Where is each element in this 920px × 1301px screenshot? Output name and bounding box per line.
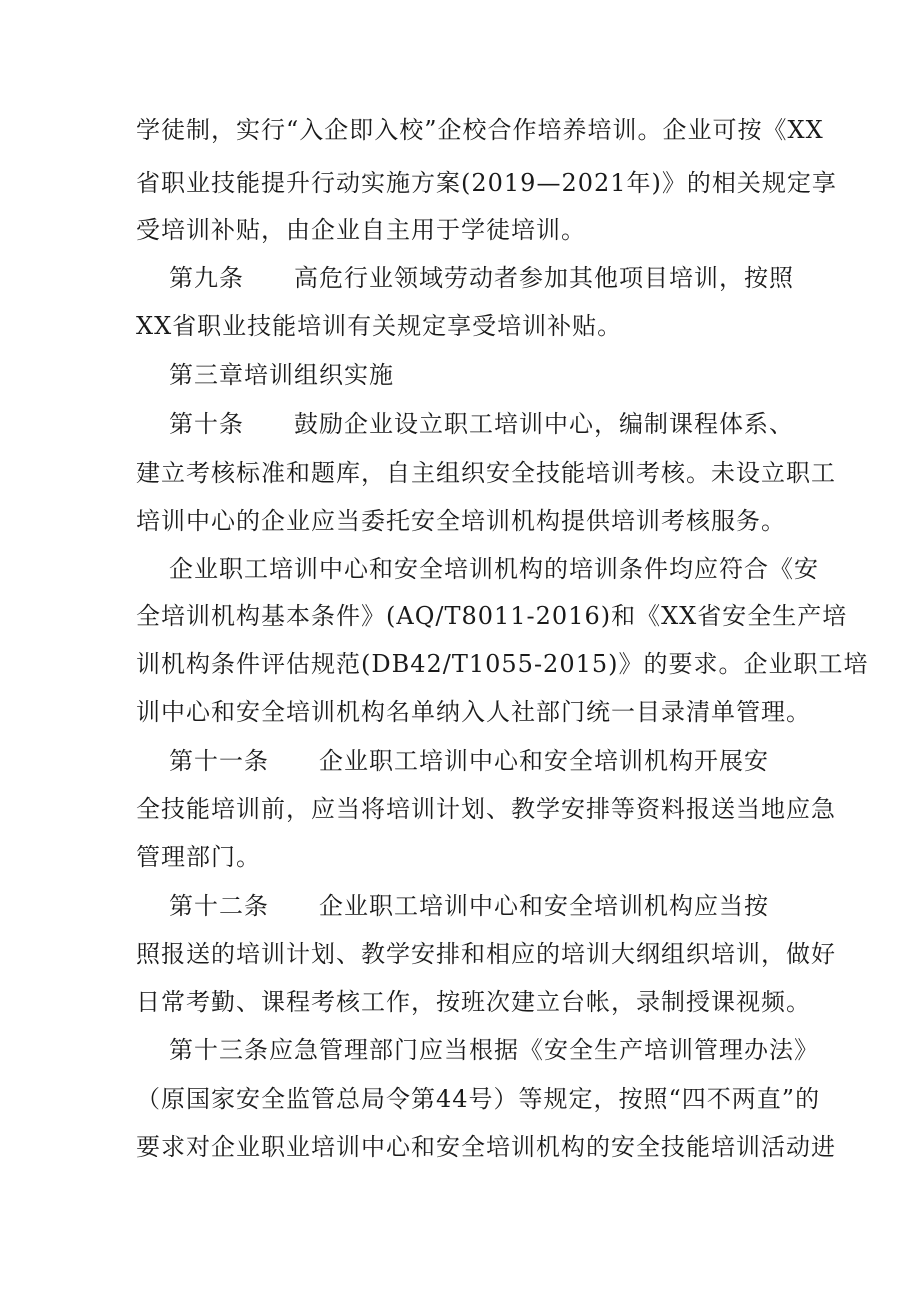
text-line: 训机构条件评估规范(DB42/T1055-2015)》的要求。企业职工培: [136, 650, 869, 678]
text-line: 培训中心的企业应当委托安全培训机构提供培训考核服务。: [136, 507, 786, 535]
text-line: 第十三条应急管理部门应当根据《安全生产培训管理办法》: [169, 1036, 819, 1064]
text-line: 建立考核标准和题库，自主组织安全技能培训考核。未设立职工: [136, 459, 836, 487]
text-line: 要求对企业职业培训中心和安全培训机构的安全技能培训活动进: [136, 1133, 836, 1161]
text-line: 全技能培训前，应当将培训计划、教学安排等资料报送当地应急: [136, 795, 836, 823]
text-line: 全培训机构基本条件》(AQ/T8011-2016)和《XX省安全生产培: [136, 602, 848, 630]
text-line: 管理部门。: [136, 843, 261, 871]
chapter-heading: 第三章培训组织实施: [169, 361, 394, 389]
text-line: 第十一条 企业职工培训中心和安全培训机构开展安: [169, 747, 769, 775]
text-line: 第九条 高危行业领域劳动者参加其他项目培训，按照: [169, 264, 794, 292]
text-line: 日常考勤、课程考核工作，按班次建立台帐，录制授课视频。: [136, 988, 811, 1016]
text-line: XX省职业技能培训有关规定享受培训补贴。: [136, 312, 623, 340]
text-line: （原国家安全监管总局令第44号）等规定，按照“四不两直”的: [136, 1085, 821, 1113]
text-line: 企业职工培训中心和安全培训机构的培训条件均应符合《安: [169, 555, 819, 583]
text-line: 学徒制，实行“入企即入校”企校合作培养培训。企业可按《XX: [136, 116, 824, 144]
text-line: 受培训补贴，由企业自主用于学徒培训。: [136, 216, 586, 244]
text-line: 第十条 鼓励企业设立职工培训中心，编制课程体系、: [169, 410, 794, 438]
text-line: 第十二条 企业职工培训中心和安全培训机构应当按: [169, 892, 769, 920]
text-line: 照报送的培训计划、教学安排和相应的培训大纲组织培训，做好: [136, 940, 836, 968]
text-line: 训中心和安全培训机构名单纳入人社部门统一目录清单管理。: [136, 698, 811, 726]
text-line: 省职业技能提升行动实施方案(2019—2021年)》的相关规定享: [136, 169, 837, 197]
